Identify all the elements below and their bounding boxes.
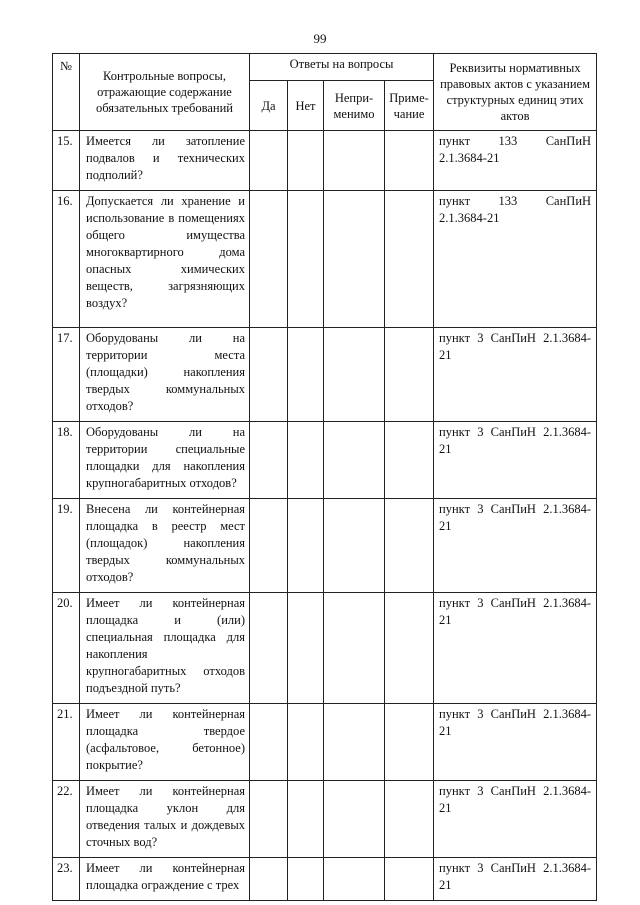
note-cell bbox=[385, 328, 434, 422]
row-question: Допускается ли хранение и использование в помещениях общего имущества многоквартирного дома опасных химических веществ, загрязняющих воздух? bbox=[80, 191, 250, 328]
row-question: Оборудованы ли на территории места (площадки) накопления твердых коммунальных отходов? bbox=[80, 328, 250, 422]
answer-na-cell bbox=[324, 131, 385, 191]
row-number: 19. bbox=[53, 499, 80, 593]
table-row bbox=[53, 422, 597, 499]
row-question: Внесена ли контейнерная площадка в реестр мест (площадок) накопления твердых коммунальных отходов? bbox=[80, 499, 250, 593]
row-number: 22. bbox=[53, 781, 80, 858]
answer-na-cell bbox=[324, 781, 385, 858]
row-reference: пункт 133 СанПиН 2.1.3684-21 bbox=[434, 191, 597, 328]
answer-no-cell bbox=[288, 781, 324, 858]
answer-yes-cell bbox=[250, 593, 288, 704]
header-references: Реквизиты нормативных правовых актов с указанием структурных единиц этих актов bbox=[434, 54, 597, 131]
answer-no-cell bbox=[288, 499, 324, 593]
table-row bbox=[53, 593, 597, 704]
answer-yes-cell bbox=[250, 781, 288, 858]
row-question: Имеется ли затопление подвалов и технических подполий? bbox=[80, 131, 250, 191]
note-cell bbox=[385, 781, 434, 858]
answer-no-cell bbox=[288, 858, 324, 901]
table-row bbox=[53, 328, 597, 422]
answer-no-cell bbox=[288, 191, 324, 328]
row-reference: пункт 3 СанПиН 2.1.3684-21 bbox=[434, 781, 597, 858]
table-row bbox=[53, 499, 597, 593]
table-row bbox=[53, 704, 597, 781]
row-question: Имеет ли контейнерная площадка и (или) специальная площадка для накопления крупногабаритных отходов подъездной путь? bbox=[80, 593, 250, 704]
note-cell bbox=[385, 858, 434, 901]
row-reference: пункт 133 СанПиН 2.1.3684-21 bbox=[434, 131, 597, 191]
row-question: Оборудованы ли на территории специальные площадки для накопления крупногабаритных отходов? bbox=[80, 422, 250, 499]
answer-no-cell bbox=[288, 593, 324, 704]
checklist-table bbox=[52, 53, 597, 901]
answer-na-cell bbox=[324, 704, 385, 781]
page-number: 99 bbox=[313, 31, 327, 46]
answer-na-cell bbox=[324, 328, 385, 422]
note-cell bbox=[385, 593, 434, 704]
row-question: Имеет ли контейнерная площадка ограждение с трех bbox=[80, 858, 250, 901]
row-number: 15. bbox=[53, 131, 80, 191]
row-reference: пункт 3 СанПиН 2.1.3684-21 bbox=[434, 704, 597, 781]
answer-na-cell bbox=[324, 858, 385, 901]
header-not-applicable: Непри-менимо bbox=[324, 81, 385, 131]
answer-na-cell bbox=[324, 593, 385, 704]
answer-yes-cell bbox=[250, 499, 288, 593]
row-reference: пункт 3 СанПиН 2.1.3684-21 bbox=[434, 499, 597, 593]
header-yes: Да bbox=[250, 81, 288, 131]
answer-yes-cell bbox=[250, 191, 288, 328]
answer-no-cell bbox=[288, 131, 324, 191]
header-questions: Контрольные вопросы, отражающие содержание обязательных требований bbox=[80, 54, 250, 131]
answer-na-cell bbox=[324, 499, 385, 593]
header-answers: Ответы на вопросы bbox=[250, 54, 434, 81]
answer-na-cell bbox=[324, 191, 385, 328]
note-cell bbox=[385, 499, 434, 593]
header-number: № bbox=[53, 54, 80, 131]
row-number: 16. bbox=[53, 191, 80, 328]
row-question: Имеет ли контейнерная площадка уклон для отведения талых и дождевых сточных вод? bbox=[80, 781, 250, 858]
note-cell bbox=[385, 704, 434, 781]
answer-yes-cell bbox=[250, 328, 288, 422]
row-reference: пункт 3 СанПиН 2.1.3684-21 bbox=[434, 328, 597, 422]
answer-no-cell bbox=[288, 328, 324, 422]
note-cell bbox=[385, 191, 434, 328]
answer-na-cell bbox=[324, 422, 385, 499]
header-no: Нет bbox=[288, 81, 324, 131]
table-row bbox=[53, 131, 597, 191]
row-reference: пункт 3 СанПиН 2.1.3684-21 bbox=[434, 422, 597, 499]
row-question: Имеет ли контейнерная площадка твердое (асфальтовое, бетонное) покрытие? bbox=[80, 704, 250, 781]
row-number: 21. bbox=[53, 704, 80, 781]
row-number: 20. bbox=[53, 593, 80, 704]
row-number: 18. bbox=[53, 422, 80, 499]
table-row bbox=[53, 191, 597, 328]
row-number: 17. bbox=[53, 328, 80, 422]
answer-yes-cell bbox=[250, 131, 288, 191]
note-cell bbox=[385, 422, 434, 499]
answer-no-cell bbox=[288, 704, 324, 781]
answer-yes-cell bbox=[250, 704, 288, 781]
answer-no-cell bbox=[288, 422, 324, 499]
row-number: 23. bbox=[53, 858, 80, 901]
row-reference: пункт 3 СанПиН 2.1.3684-21 bbox=[434, 858, 597, 901]
answer-yes-cell bbox=[250, 422, 288, 499]
answer-yes-cell bbox=[250, 858, 288, 901]
table-row bbox=[53, 781, 597, 858]
row-reference: пункт 3 СанПиН 2.1.3684-21 bbox=[434, 593, 597, 704]
table-row bbox=[53, 858, 597, 901]
header-note: Приме-чание bbox=[385, 81, 434, 131]
note-cell bbox=[385, 131, 434, 191]
